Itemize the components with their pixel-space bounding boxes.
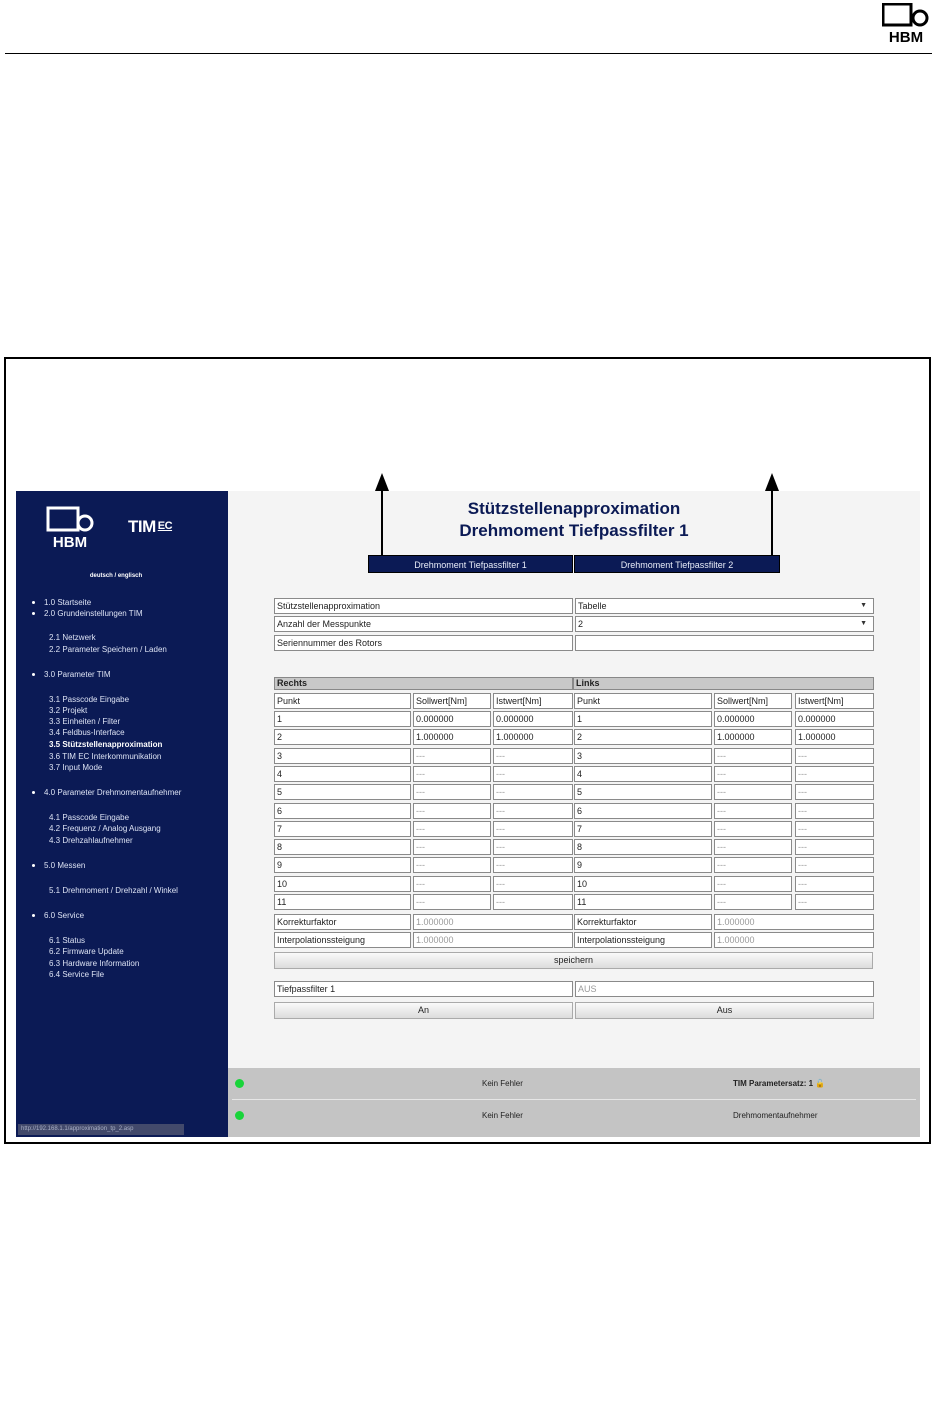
setting-label-seriennummer: Seriennummer des Rotors xyxy=(274,635,573,651)
links-istwert-input[interactable]: --- xyxy=(795,803,874,819)
rechts-punkt-cell: 3 xyxy=(274,748,411,764)
links-istwert-input[interactable]: --- xyxy=(795,766,874,782)
rechts-korrekturfaktor-input[interactable]: 1.000000 xyxy=(413,914,573,930)
rechts-punkt-cell: 11 xyxy=(274,894,411,910)
nav-service-file[interactable]: 6.4 Service File xyxy=(49,970,105,979)
rechts-sollwert-input[interactable]: --- xyxy=(413,803,491,819)
links-punkt-cell: 10 xyxy=(574,876,712,892)
column-header-punkt: Punkt xyxy=(274,693,411,709)
rechts-istwert-input[interactable]: --- xyxy=(493,857,573,873)
links-punkt-cell: 6 xyxy=(574,803,712,819)
rechts-punkt-cell: 9 xyxy=(274,857,411,873)
status-bar xyxy=(228,1068,920,1137)
nav-parameter-tim[interactable]: 3.0 Parameter TIM xyxy=(32,670,111,679)
tab-tiefpassfilter-1[interactable]: Drehmoment Tiefpassfilter 1 xyxy=(368,555,573,573)
links-sollwert-input[interactable]: --- xyxy=(714,821,792,837)
nav-drehmoment-drehzahl-winkel[interactable]: 5.1 Drehmoment / Drehzahl / Winkel xyxy=(49,886,178,895)
links-interpolation-input[interactable]: 1.000000 xyxy=(714,932,874,948)
links-sollwert-input[interactable]: --- xyxy=(714,784,792,800)
rechts-punkt-cell: 8 xyxy=(274,839,411,855)
links-sollwert-input[interactable]: --- xyxy=(714,876,792,892)
nav-interkommunikation[interactable]: 3.6 TIM EC Interkommunikation xyxy=(49,752,162,761)
nav-firmware-update[interactable]: 6.2 Firmware Update xyxy=(49,947,124,956)
rechts-istwert-input[interactable]: --- xyxy=(493,839,573,855)
links-punkt-cell: 11 xyxy=(574,894,712,910)
nav-einheiten-filter[interactable]: 3.3 Einheiten / Filter xyxy=(49,717,121,726)
table-header-rechts: Rechts xyxy=(274,677,573,690)
links-sollwert-input[interactable]: 0.000000 xyxy=(714,711,792,727)
column-header-istwert: Istwert[Nm] xyxy=(795,693,874,709)
rechts-punkt-cell: 7 xyxy=(274,821,411,837)
nav-frequenz-analog[interactable]: 4.2 Frequenz / Analog Ausgang xyxy=(49,824,161,833)
links-sollwert-input[interactable]: --- xyxy=(714,766,792,782)
links-istwert-input[interactable]: 1.000000 xyxy=(795,729,874,745)
hbm-logo xyxy=(882,3,930,43)
rechts-sollwert-input[interactable]: --- xyxy=(413,876,491,892)
nav-service[interactable]: 6.0 Service xyxy=(32,911,84,920)
sidebar-hbm-logo[interactable] xyxy=(44,505,98,551)
links-istwert-input[interactable]: 0.000000 xyxy=(795,711,874,727)
nav-input-mode[interactable]: 3.7 Input Mode xyxy=(49,763,103,772)
language-switch[interactable]: deutsch / englisch xyxy=(89,573,143,579)
links-istwert-input[interactable]: --- xyxy=(795,894,874,910)
links-istwert-input[interactable]: --- xyxy=(795,839,874,855)
interpolationssteigung-label: Interpolationssteigung xyxy=(574,932,712,948)
nav-parameter-drehmomentaufnehmer[interactable]: 4.0 Parameter Drehmomentaufnehmer xyxy=(32,788,181,797)
nav-stuetzstellenapproximation[interactable]: 3.5 Stützstellenapproximation xyxy=(49,740,163,749)
rechts-istwert-input[interactable]: --- xyxy=(493,803,573,819)
seriennummer-input[interactable] xyxy=(575,635,874,651)
rechts-sollwert-input[interactable]: 1.000000 xyxy=(413,729,491,745)
links-sollwert-input[interactable]: --- xyxy=(714,748,792,764)
chevron-down-icon: ▼ xyxy=(860,602,867,609)
nav-projekt[interactable]: 3.2 Projekt xyxy=(49,706,88,715)
links-punkt-cell: 5 xyxy=(574,784,712,800)
rechts-sollwert-input[interactable]: --- xyxy=(413,821,491,837)
nav-messen[interactable]: 5.0 Messen xyxy=(32,861,85,870)
links-istwert-input[interactable]: --- xyxy=(795,857,874,873)
links-istwert-input[interactable]: --- xyxy=(795,821,874,837)
messpunkte-select[interactable]: 2 ▼ xyxy=(575,616,874,632)
column-header-punkt: Punkt xyxy=(574,693,712,709)
links-punkt-cell: 9 xyxy=(574,857,712,873)
links-istwert-input[interactable]: --- xyxy=(795,784,874,800)
filter-on-button[interactable]: An xyxy=(274,1002,573,1019)
column-header-istwert: Istwert[Nm] xyxy=(493,693,573,709)
links-punkt-cell: 8 xyxy=(574,839,712,855)
nav-parameter-speichern[interactable]: 2.2 Parameter Speichern / Laden xyxy=(49,645,167,654)
setting-label-approximation: Stützstellenapproximation xyxy=(274,598,573,614)
rechts-istwert-input[interactable]: --- xyxy=(493,766,573,782)
nav-feldbus-interface[interactable]: 3.4 Feldbus-Interface xyxy=(49,728,125,737)
nav-startseite[interactable]: 1.0 Startseite xyxy=(32,598,91,607)
links-punkt-cell: 3 xyxy=(574,748,712,764)
rechts-punkt-cell: 1 xyxy=(274,711,411,727)
page-title: Stützstellenapproximation xyxy=(467,499,681,518)
save-button[interactable]: speichern xyxy=(274,952,873,969)
approximation-select[interactable]: Tabelle ▼ xyxy=(575,598,874,614)
status-led-2 xyxy=(235,1111,244,1120)
interpolationssteigung-label: Interpolationssteigung xyxy=(274,932,411,948)
rechts-sollwert-input[interactable]: --- xyxy=(413,766,491,782)
rechts-istwert-input[interactable]: --- xyxy=(493,876,573,892)
setting-label-messpunkte: Anzahl der Messpunkte xyxy=(274,616,573,632)
rechts-sollwert-input[interactable]: --- xyxy=(413,894,491,910)
callout-arrow-right xyxy=(762,473,782,557)
korrekturfaktor-label: Korrekturfaktor xyxy=(574,914,712,930)
status-text-2: Kein Fehler xyxy=(482,1111,523,1120)
links-punkt-cell: 7 xyxy=(574,821,712,837)
nav-passcode-eingabe-2[interactable]: 4.1 Passcode Eingabe xyxy=(49,813,130,822)
parameter-set-status: TIM Parametersatz: 1 🔓 xyxy=(733,1079,826,1088)
status-divider xyxy=(232,1099,916,1100)
rechts-punkt-cell: 4 xyxy=(274,766,411,782)
korrekturfaktor-label: Korrekturfaktor xyxy=(274,914,411,930)
header-divider xyxy=(5,53,932,54)
callout-arrow-left xyxy=(372,473,392,557)
status-text-1: Kein Fehler xyxy=(482,1079,523,1088)
sidebar-logo-text: HBM xyxy=(52,534,88,551)
sensor-status: Drehmomentaufnehmer xyxy=(733,1111,818,1120)
chevron-down-icon: ▼ xyxy=(860,620,867,627)
tab-tiefpassfilter-2[interactable]: Drehmoment Tiefpassfilter 2 xyxy=(574,555,780,573)
app-name: TIM $^{EC}$ xyxy=(128,517,173,536)
links-sollwert-input[interactable]: --- xyxy=(714,803,792,819)
links-sollwert-input[interactable]: --- xyxy=(714,894,792,910)
column-header-sollwert: Sollwert[Nm] xyxy=(413,693,491,709)
column-header-sollwert: Sollwert[Nm] xyxy=(714,693,792,709)
rechts-sollwert-input[interactable]: --- xyxy=(413,784,491,800)
rechts-istwert-input[interactable]: --- xyxy=(493,894,573,910)
page-subtitle: Drehmoment Tiefpassfilter 1 xyxy=(459,521,689,540)
rechts-istwert-input[interactable]: 1.000000 xyxy=(493,729,573,745)
tiefpassfilter-label: Tiefpassfilter 1 xyxy=(274,981,573,997)
filter-off-button[interactable]: Aus xyxy=(575,1002,874,1019)
rechts-interpolation-input[interactable]: 1.000000 xyxy=(413,932,573,948)
links-punkt-cell: 2 xyxy=(574,729,712,745)
links-punkt-cell: 1 xyxy=(574,711,712,727)
status-led-1 xyxy=(235,1079,244,1088)
rechts-punkt-cell: 6 xyxy=(274,803,411,819)
lock-icon: 🔓 xyxy=(815,1079,826,1088)
rechts-istwert-input[interactable]: --- xyxy=(493,784,573,800)
links-sollwert-input[interactable]: --- xyxy=(714,857,792,873)
links-istwert-input[interactable]: --- xyxy=(795,748,874,764)
rechts-punkt-cell: 10 xyxy=(274,876,411,892)
links-istwert-input[interactable]: --- xyxy=(795,876,874,892)
rechts-sollwert-input[interactable]: --- xyxy=(413,839,491,855)
nav-drehzahlaufnehmer[interactable]: 4.3 Drehzahlaufnehmer xyxy=(49,836,133,845)
rechts-sollwert-input[interactable]: --- xyxy=(413,748,491,764)
nav-netzwerk[interactable]: 2.1 Netzwerk xyxy=(49,633,96,642)
browser-status-url: http://192.168.1.1/approximation_tp_2.asp xyxy=(18,1124,184,1135)
tiefpassfilter-state: AUS xyxy=(575,981,874,997)
hbm-logo-text: HBM xyxy=(888,29,924,43)
links-korrekturfaktor-input[interactable]: 1.000000 xyxy=(714,914,874,930)
links-sollwert-input[interactable]: 1.000000 xyxy=(714,729,792,745)
rechts-sollwert-input[interactable]: 0.000000 xyxy=(413,711,491,727)
rechts-sollwert-input[interactable]: --- xyxy=(413,857,491,873)
rechts-punkt-cell: 2 xyxy=(274,729,411,745)
rechts-istwert-input[interactable]: 0.000000 xyxy=(493,711,573,727)
rechts-istwert-input[interactable]: --- xyxy=(493,821,573,837)
nav-hardware-information[interactable]: 6.3 Hardware Information xyxy=(49,959,140,968)
links-sollwert-input[interactable]: --- xyxy=(714,839,792,855)
sidebar xyxy=(16,491,228,1137)
links-punkt-cell: 4 xyxy=(574,766,712,782)
rechts-punkt-cell: 5 xyxy=(274,784,411,800)
nav-passcode-eingabe[interactable]: 3.1 Passcode Eingabe xyxy=(49,695,130,704)
nav-grundeinstellungen[interactable]: 2.0 Grundeinstellungen TIM xyxy=(32,609,143,618)
table-header-links: Links xyxy=(573,677,874,690)
nav-status[interactable]: 6.1 Status xyxy=(49,936,86,945)
rechts-istwert-input[interactable]: --- xyxy=(493,748,573,764)
